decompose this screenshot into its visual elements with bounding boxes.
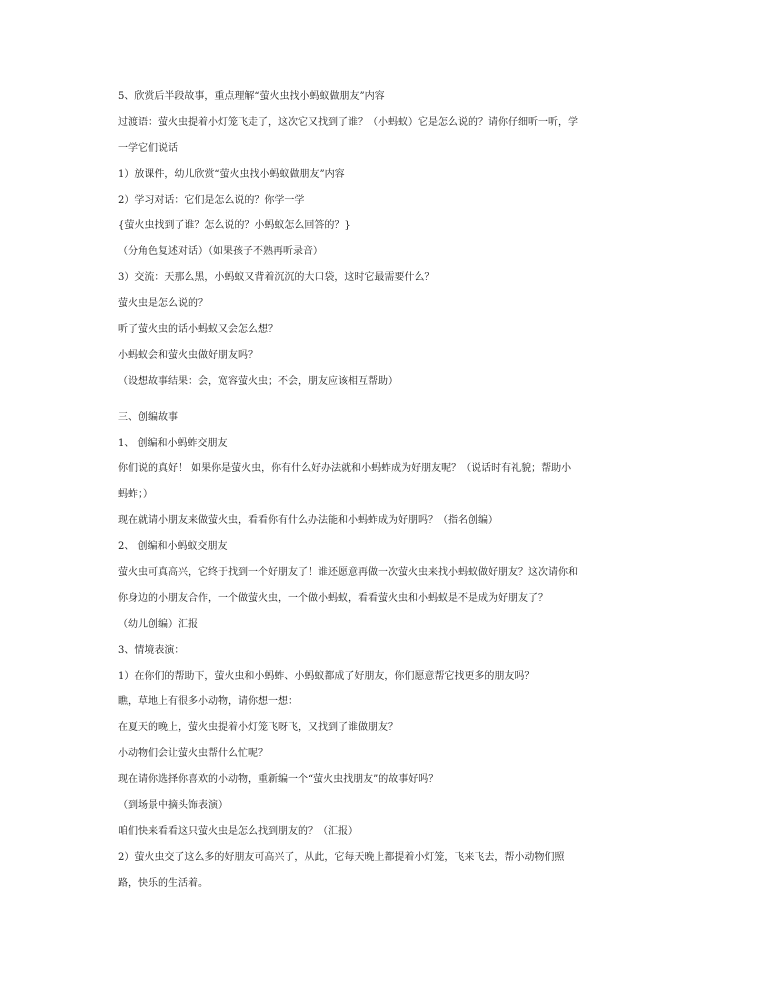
- text-line: 2、 创编和小蚂蚁交朋友: [118, 541, 228, 553]
- text-line: 现在请你选择你喜欢的小动物，重新编一个“萤火虫找朋友”的故事好吗？: [118, 774, 439, 786]
- text-line: 在夏天的晚上，萤火虫提着小灯笼飞呀飞，又找到了谁做朋友？: [118, 722, 398, 734]
- text-line: （到场景中摘头饰表演）: [118, 800, 228, 812]
- section-gap: [118, 395, 666, 405]
- text-line: 3）交流：天那么黑，小蚂蚁又背着沉沉的大口袋，这时它最需要什么？: [118, 272, 435, 284]
- text-line: （设想故事结果：会，宽容萤火虫；不会，朋友应该相互帮助）: [118, 375, 398, 387]
- text-line: 3、情境表演：: [118, 644, 185, 656]
- text-line: 5、欣赏后半段故事，重点理解“萤火虫找小蚂蚁做朋友”内容: [118, 91, 385, 102]
- text-line: 现在就请小朋友来做萤火虫，看看你有什么办法能和小蚂蚱成为好朋吗？（指名创编）: [118, 515, 498, 527]
- text-line: 2）学习对话：它们是怎么说的？你学一学: [118, 194, 305, 206]
- text-line: 一学它们说话: [118, 142, 178, 154]
- text-line: 1）在你们的帮助下，萤火虫和小蚂蚱、小蚂蚁都成了好朋友，你们愿意帮它找更多的朋友吗？: [118, 670, 535, 682]
- text-line: 听了萤火虫的话小蚂蚁又会怎么想？: [118, 324, 278, 336]
- text-line: 1）放课件，幼儿欣赏“萤火虫找小蚂蚁做朋友”内容: [118, 168, 345, 180]
- document-page: [118, 84, 666, 897]
- text-line: 路，快乐的生活着。: [118, 877, 208, 889]
- text-line: {萤火虫找到了谁？怎么说的？小蚂蚁怎么回答的？}: [118, 220, 351, 232]
- text-line: （幼儿创编）汇报: [118, 618, 198, 630]
- section-heading: 三、创编故事: [118, 411, 178, 423]
- text-line: （分角色复述对话）（如果孩子不熟再听录音）: [118, 246, 323, 258]
- text-line: 蚂蚱；）: [118, 489, 153, 501]
- text-line: 瞧，草地上有很多小动物，请你想一想：: [118, 696, 298, 708]
- text-line: 咱们快来看看这只萤火虫是怎么找到朋友的？（汇报）: [118, 825, 358, 837]
- text-line: 你们说的真好！ 如果你是萤火虫，你有什么好办法就和小蚂蚱成为好朋友呢？（说话时有礼貌；帮助小: [118, 463, 572, 475]
- text-line: 过渡语：萤火虫提着小灯笼飞走了，这次它又找到了谁？（小蚂蚁）它是怎么说的？请你仔细听一听，学: [118, 116, 578, 128]
- text-line: 2）萤火虫交了这么多的好朋友可高兴了，从此，它每天晚上都提着小灯笼，飞来飞去，帮小动物们照: [118, 851, 565, 863]
- text-line: 萤火虫是怎么说的？: [118, 298, 208, 310]
- text-line: 你身边的小朋友合作，一个做萤火虫，一个做小蚂蚁，看看萤火虫和小蚂蚁是不是成为好朋友了？: [118, 592, 548, 604]
- text-line: 萤火虫可真高兴，它终于找到一个好朋友了！谁还愿意再做一次萤火虫来找小蚂蚁做好朋友？这次请你和: [118, 567, 578, 579]
- text-line: 小动物们会让萤火虫帮什么忙呢？: [118, 748, 268, 760]
- text-line: 1、 创编和小蚂蚱交朋友: [118, 437, 228, 449]
- text-line: 小蚂蚁会和萤火虫做好朋友吗？: [118, 349, 258, 361]
